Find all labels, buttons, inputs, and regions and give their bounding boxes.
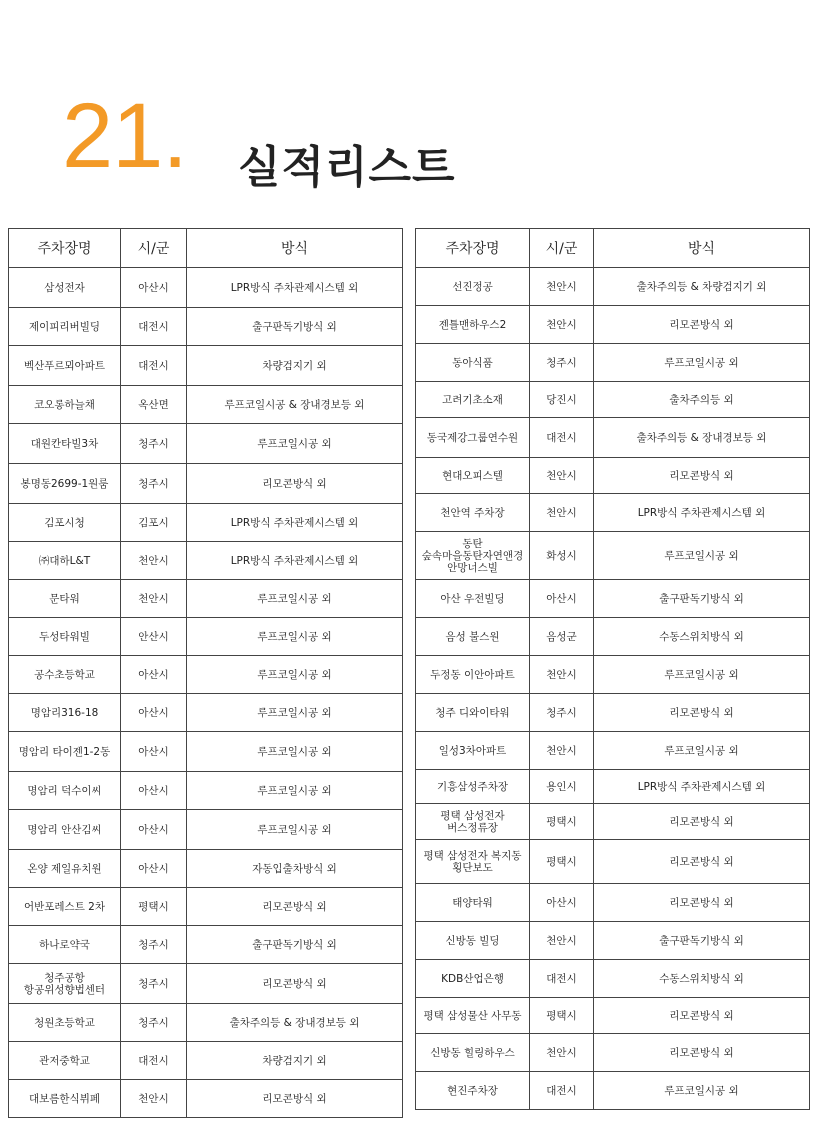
table-row [416,494,810,532]
table-row [9,810,403,850]
performance-table-right [415,228,810,1110]
cell-method: 리모콘방식 외 [594,1034,810,1072]
table-row [416,840,810,884]
table-row [9,694,403,732]
table-row [9,542,403,580]
cell-city: 청주시 [121,464,187,504]
cell-method: 출구판독기방식 외 [187,308,403,346]
header-city: 시/군 [530,229,594,268]
cell-city: 천안시 [530,922,594,960]
table-row [9,618,403,656]
cell-parking-name: 청원초등학교 [9,1004,121,1042]
cell-city: 아산시 [121,732,187,772]
table-row [416,960,810,998]
cell-parking-name: 두성타워빌 [9,618,121,656]
table-row [416,770,810,804]
cell-city: 대전시 [530,1072,594,1110]
cell-method: LPR방식 주차관제시스템 외 [594,494,810,532]
table-row [416,344,810,382]
cell-parking-name: 코오롱하늘채 [9,386,121,424]
cell-city: 청주시 [530,694,594,732]
table-row [416,732,810,770]
cell-parking-name: 평택 삼성물산 사무동 [416,998,530,1034]
cell-method: 출차주의등 & 장내경보등 외 [594,418,810,458]
table-row [9,964,403,1004]
table-row [9,1004,403,1042]
cell-method: 루프코일시공 외 [594,732,810,770]
table-row [9,732,403,772]
cell-city: 청주시 [121,424,187,464]
cell-method: 루프코일시공 외 [594,344,810,382]
cell-city: 안산시 [121,618,187,656]
table-header-row [9,229,403,268]
table-row [9,504,403,542]
cell-method: 리모콘방식 외 [594,694,810,732]
cell-city: 천안시 [530,494,594,532]
header-method: 방식 [594,229,810,268]
cell-method: 리모콘방식 외 [594,306,810,344]
cell-method: 루프코일시공 외 [187,580,403,618]
cell-method: 루프코일시공 외 [594,656,810,694]
cell-method: 루프코일시공 외 [187,732,403,772]
header-parking-name: 주차장명 [416,229,530,268]
cell-method: 루프코일시공 & 장내경보등 외 [187,386,403,424]
cell-method: LPR방식 주차관제시스템 외 [187,542,403,580]
table-row [9,424,403,464]
cell-city: 대전시 [121,1042,187,1080]
table-row [9,888,403,926]
cell-parking-name: 아산 우전빌딩 [416,580,530,618]
table-row [9,464,403,504]
cell-city: 청주시 [121,1004,187,1042]
cell-city: 아산시 [530,884,594,922]
cell-city: 대전시 [530,418,594,458]
cell-city: 평택시 [530,804,594,840]
cell-city: 아산시 [121,772,187,810]
table-row [416,382,810,418]
cell-city: 천안시 [530,458,594,494]
cell-method: 루프코일시공 외 [187,618,403,656]
table-row [9,656,403,694]
cell-city: 김포시 [121,504,187,542]
cell-city: 용인시 [530,770,594,804]
cell-method: 차량검지기 외 [187,346,403,386]
cell-city: 천안시 [530,268,594,306]
cell-city: 대전시 [121,308,187,346]
header-parking-name: 주차장명 [9,229,121,268]
cell-method: 루프코일시공 외 [594,1072,810,1110]
cell-method: 출구판독기방식 외 [594,922,810,960]
cell-parking-name: 대보름한식뷔페 [9,1080,121,1118]
cell-city: 천안시 [530,1034,594,1072]
cell-city: 청주시 [530,344,594,382]
cell-city: 대전시 [530,960,594,998]
cell-city: 천안시 [121,580,187,618]
performance-table-left [8,228,403,1118]
cell-parking-name: 평택 삼성전자 복지동 횡단보도 [416,840,530,884]
table-row [9,268,403,308]
cell-city: 당진시 [530,382,594,418]
table-row [416,1072,810,1110]
table-row [416,532,810,580]
cell-parking-name: 현진주차장 [416,1072,530,1110]
cell-parking-name: 어반포레스트 2차 [9,888,121,926]
cell-parking-name: 문타워 [9,580,121,618]
cell-method: 루프코일시공 외 [594,532,810,580]
cell-method: 출구판독기방식 외 [187,926,403,964]
cell-parking-name: 명암리316-18 [9,694,121,732]
cell-city: 옥산면 [121,386,187,424]
table-row [416,580,810,618]
cell-parking-name: 하나로약국 [9,926,121,964]
cell-method: 차량검지기 외 [187,1042,403,1080]
cell-parking-name: 봉명동2699-1원룸 [9,464,121,504]
table-row [416,458,810,494]
table-row [416,1034,810,1072]
header-city: 시/군 [121,229,187,268]
cell-method: 루프코일시공 외 [187,424,403,464]
cell-city: 평택시 [530,998,594,1034]
cell-parking-name: 동아식품 [416,344,530,382]
cell-parking-name: 신방동 힐링하우스 [416,1034,530,1072]
table-row [9,308,403,346]
cell-parking-name: 제이피리버빌딩 [9,308,121,346]
cell-method: 자동입출차방식 외 [187,850,403,888]
cell-method: 리모콘방식 외 [187,964,403,1004]
table-row [416,306,810,344]
cell-parking-name: 평택 삼성전자 버스정류장 [416,804,530,840]
cell-parking-name: 명암리 덕수이씨 [9,772,121,810]
cell-parking-name: 젠틀맨하우스2 [416,306,530,344]
cell-parking-name: 일성3차아파트 [416,732,530,770]
cell-method: LPR방식 주차관제시스템 외 [187,268,403,308]
cell-parking-name: 태양타워 [416,884,530,922]
cell-method: 수동스위치방식 외 [594,618,810,656]
cell-parking-name: 천안역 주차장 [416,494,530,532]
cell-method: 리모콘방식 외 [594,458,810,494]
section-number: 21. [62,85,187,187]
table-row [9,1042,403,1080]
cell-parking-name: 명암리 타이젠1-2동 [9,732,121,772]
cell-city: 화성시 [530,532,594,580]
cell-method: 수동스위치방식 외 [594,960,810,998]
cell-city: 평택시 [121,888,187,926]
cell-city: 천안시 [530,732,594,770]
cell-parking-name: 공수초등학교 [9,656,121,694]
table-row [416,268,810,306]
cell-method: 루프코일시공 외 [187,772,403,810]
cell-city: 아산시 [530,580,594,618]
cell-parking-name: 음성 불스원 [416,618,530,656]
table-row [416,418,810,458]
cell-parking-name: 온양 제일유치원 [9,850,121,888]
table-row [9,772,403,810]
cell-method: 리모콘방식 외 [187,888,403,926]
table-row [416,618,810,656]
cell-method: 출차주의등 외 [594,382,810,418]
cell-parking-name: 청주 디와이타워 [416,694,530,732]
cell-city: 아산시 [121,810,187,850]
cell-city: 대전시 [121,346,187,386]
cell-parking-name: 동탄 숲속마을동탄자연앤경안망너스빌 [416,532,530,580]
table-row [9,926,403,964]
cell-method: 출차주의등 & 장내경보등 외 [187,1004,403,1042]
cell-parking-name: 명암리 안산김씨 [9,810,121,850]
cell-parking-name: 김포시청 [9,504,121,542]
table-row [9,346,403,386]
cell-parking-name: ㈜대하L&T [9,542,121,580]
cell-parking-name: 벡산푸르뫼아파트 [9,346,121,386]
table-row [9,850,403,888]
cell-parking-name: 신방동 빌딩 [416,922,530,960]
table-row [416,804,810,840]
cell-method: 리모콘방식 외 [187,464,403,504]
cell-city: 청주시 [121,926,187,964]
table-row [416,922,810,960]
cell-city: 음성군 [530,618,594,656]
cell-method: 리모콘방식 외 [594,884,810,922]
table-row [9,580,403,618]
cell-city: 아산시 [121,850,187,888]
header-method: 방식 [187,229,403,268]
cell-parking-name: 고려기초소재 [416,382,530,418]
cell-parking-name: 관저중학교 [9,1042,121,1080]
cell-method: 출구판독기방식 외 [594,580,810,618]
cell-method: 리모콘방식 외 [187,1080,403,1118]
cell-method: 루프코일시공 외 [187,656,403,694]
cell-parking-name: KDB산업은행 [416,960,530,998]
cell-method: 리모콘방식 외 [594,804,810,840]
cell-method: 루프코일시공 외 [187,694,403,732]
table-header-row [416,229,810,268]
table-row [9,386,403,424]
cell-method: 리모콘방식 외 [594,840,810,884]
table-row [9,1080,403,1118]
cell-city: 평택시 [530,840,594,884]
cell-city: 천안시 [530,656,594,694]
cell-parking-name: 현대오피스텔 [416,458,530,494]
table-row [416,884,810,922]
cell-city: 청주시 [121,964,187,1004]
cell-parking-name: 두정동 이안아파트 [416,656,530,694]
cell-parking-name: 동국제강그룹연수원 [416,418,530,458]
table-row [416,998,810,1034]
cell-city: 아산시 [121,656,187,694]
cell-parking-name: 기흥삼성주차장 [416,770,530,804]
cell-method: LPR방식 주차관제시스템 외 [187,504,403,542]
table-row [416,694,810,732]
cell-city: 아산시 [121,694,187,732]
cell-method: 루프코일시공 외 [187,810,403,850]
cell-parking-name: 선진정공 [416,268,530,306]
cell-city: 아산시 [121,268,187,308]
cell-method: LPR방식 주차관제시스템 외 [594,770,810,804]
cell-city: 천안시 [121,1080,187,1118]
cell-method: 리모콘방식 외 [594,998,810,1034]
cell-parking-name: 청주공항 항공위성향법센터 [9,964,121,1004]
cell-parking-name: 대원칸타빌3차 [9,424,121,464]
table-row [416,656,810,694]
cell-city: 천안시 [530,306,594,344]
cell-method: 출차주의등 & 차량검지기 외 [594,268,810,306]
page-title: 실적리스트 [238,142,456,193]
cell-parking-name: 삼성전자 [9,268,121,308]
cell-city: 천안시 [121,542,187,580]
